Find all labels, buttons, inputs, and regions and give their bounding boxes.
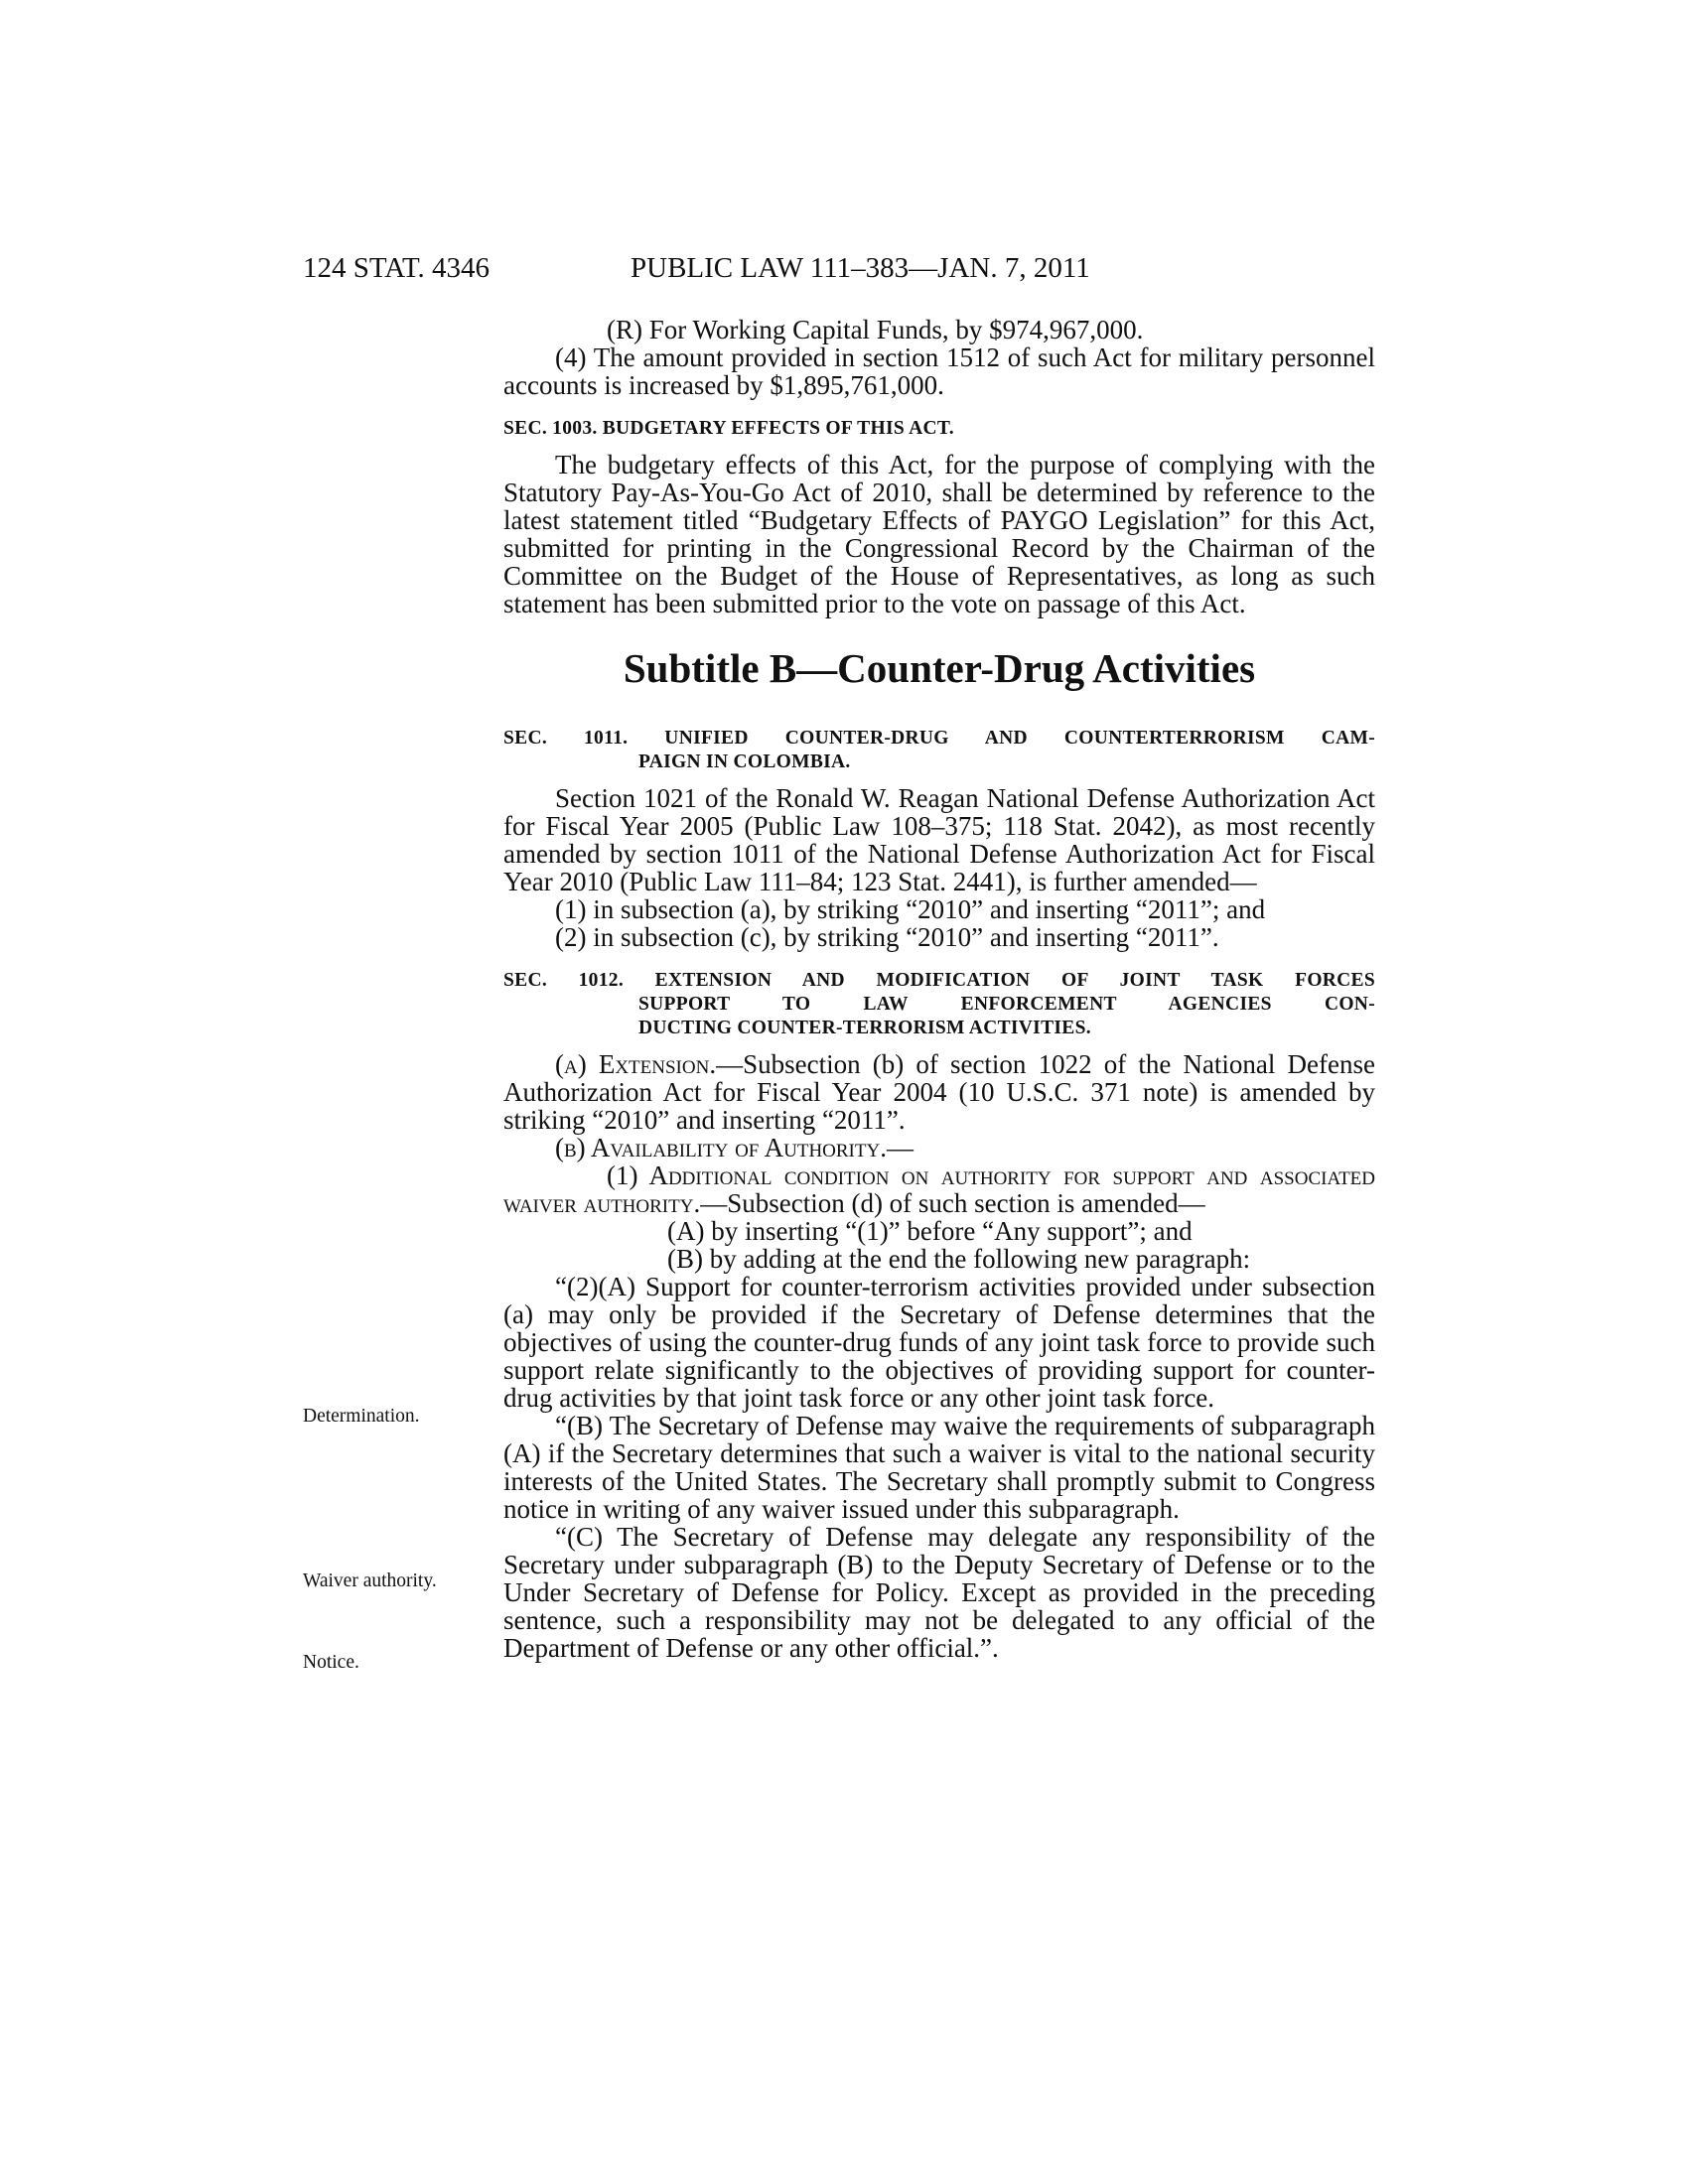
section-1011-heading — [503, 727, 1375, 774]
public-law-citation: PUBLIC LAW 111–383—JAN. 7, 2011 — [631, 252, 1090, 284]
subsection-a-label: (a) Extension.— — [555, 1049, 744, 1079]
paragraph-b1 — [503, 1161, 1375, 1217]
subsection-a — [503, 1050, 1375, 1134]
subtitle-heading: Subtitle B—Counter-Drug Activities — [623, 645, 1256, 691]
paragraph-b1-text: Subsection (d) of such section is amended— — [727, 1188, 1205, 1218]
margin-note-waiver-authority: Waiver authority. — [303, 1570, 437, 1591]
subsection-b-label: (b) Availability of Authority.— — [555, 1133, 914, 1162]
section-1012-heading-line3: DUCTING COUNTER-TERRORISM ACTIVITIES. — [638, 1018, 1091, 1038]
subparagraph-b-a: (A) by inserting “(1)” before “Any support”; and — [667, 1216, 1193, 1246]
quoted-paragraph-c: “(C) The Secretary of Defense may delegate any responsibility of the Secretary under subparagraph (B) to the Deputy Secretary of Defense or to the Under Secretary of Defense for Policy. Except as provided in the preceding sentence, such a responsibility may not be delegated to any official of the Department of Defense or any other official.”. — [503, 1522, 1375, 1663]
margin-note-notice: Notice. — [303, 1652, 359, 1673]
section-1012-heading-line2: SUPPORT TO LAW ENFORCEMENT AGENCIES CON- — [638, 994, 1375, 1015]
paragraph-b1-label: (1) Additional condition on authority for support and associated waiver authority.— — [503, 1160, 1375, 1218]
paragraph-r-item: (R) For Working Capital Funds, by $974,967,000. — [607, 315, 1144, 344]
section-1011-item-2: (2) in subsection (c), by striking “2010” and inserting “2011”. — [555, 922, 1219, 952]
margin-note-determination: Determination. — [303, 1406, 420, 1427]
subsection-a-text: Subsection (b) of section 1022 of the National Defense Authorization Act for Fiscal Year 2004 (10 U.S.C. 371 note) is amended by striking “2010” and inserting “2011”. — [503, 1049, 1376, 1135]
statute-page-number: 124 STAT. 4346 — [303, 252, 491, 284]
document-body — [503, 316, 1375, 1662]
subparagraph-b-b: (B) by adding at the end the following new paragraph: — [667, 1244, 1251, 1274]
quoted-paragraph-b: “(B) The Secretary of Defense may waive the requirements of subparagraph (A) if the Secretary determines that such a waiver is vital to the national security interests of the United States. The Secretary shall promptly submit to Congress notice in writing of any waiver issued under this subparagraph. — [503, 1411, 1375, 1524]
page-header — [303, 252, 1375, 292]
quoted-paragraph-2a: “(2)(A) Support for counter-terrorism activities provided under subsection (a) may only be provided if the Secretary of Defense determines that the objectives of using the counter-drug funds of any joint task force to provide such support relate significantly to the objectives of providing support for counter-drug activities by that joint task force or any other joint task force. — [503, 1272, 1375, 1413]
section-1003-heading: SEC. 1003. BUDGETARY EFFECTS OF THIS ACT. — [503, 418, 954, 439]
section-1003-text: The budgetary effects of this Act, for the purpose of complying with the Statutory Pay-As-You-Go Act of 2010, shall be determined by reference to the latest statement titled “Budgetary Effects of PAYGO Legislation” for this Act, submitted for printing in the Congressional Record by the Chairman of the Committee on the Budget of the House of Representatives, as long as such statement has been submitted prior to the vote on passage of this Act. — [503, 450, 1375, 618]
section-1011-text: Section 1021 of the Ronald W. Reagan National Defense Authorization Act for Fiscal Year 2005 (Public Law 108–375; 118 Stat. 2042), as most recently amended by section 1011 of the National Defense Authorization Act for Fiscal Year 2010 (Public Law 111–84; 123 Stat. 2441), is further amended— — [503, 783, 1375, 896]
section-1011-heading-line2: PAIGN IN COLOMBIA. — [638, 751, 851, 772]
section-1012-heading — [503, 969, 1375, 1040]
section-1011-heading-line1: SEC. 1011. UNIFIED COUNTER-DRUG AND COUNTERTERRORISM CAM- — [503, 728, 1375, 749]
paragraph-item-4: (4) The amount provided in section 1512 of such Act for military personnel accounts is increased by $1,895,761,000. — [503, 342, 1375, 400]
section-1011-item-1: (1) in subsection (a), by striking “2010” and inserting “2011”; and — [555, 894, 1266, 924]
section-1012-heading-line1: SEC. 1012. EXTENSION AND MODIFICATION OF JOINT TASK FORCES — [503, 970, 1375, 991]
